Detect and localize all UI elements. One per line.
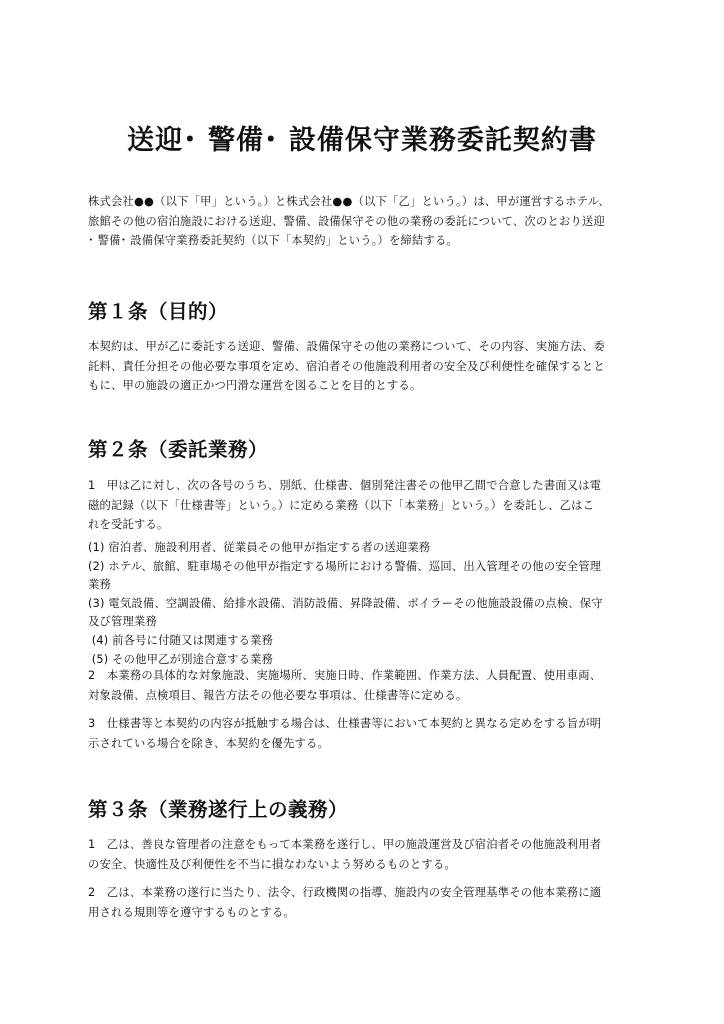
list-item: (3) 電気設備、空調設備、給排水設備、消防設備、昇降設備、ボイラーその他施設設備の点検、保守 及び管理業務	[88, 596, 603, 629]
article-3-paragraph-1: 1 乙は、善良な管理者の注意をもって本業務を遂行し、甲の施設運営及び宿泊者その他施設利用者 の安全、快適性及び利便性を不当に損なわないよう努めるものとする。	[88, 838, 602, 871]
list-item: (4) 前各号に付随又は関連する業務	[88, 633, 274, 647]
document-title: 送迎･ 警備･ 設備保守業務委託契約書	[127, 125, 597, 156]
article-2-item-list	[88, 539, 636, 669]
article-3-heading: 第３条（業務遂行上の義務）	[88, 798, 349, 821]
article-1-heading: 第１条（目的）	[88, 300, 229, 323]
list-item: (2) ホテル、旅館、駐車場その他甲が指定する場所における警備、巡回、出入管理その他の安全管理 業務	[88, 559, 602, 592]
list-item: (5) その他甲乙が別途合意する業務	[88, 652, 274, 666]
article-1-body: 本契約は、甲が乙に委託する送迎、警備、設備保守その他の業務について、その内容、実施方法、委 託料、責任分担その他必要な事項を定め、宿泊者その他施設利用者の安全及び利便性を確保するとと もに、甲の施設の適正かつ円滑な運営を図ることを目的とする。	[88, 340, 605, 392]
article-2-paragraph-3: 3 仕様書等と本契約の内容が抵触する場合は、仕様書等において本契約と異なる定めをする旨が明 示されている場合を除き、本契約を優先する。	[88, 717, 602, 750]
article-2-heading: 第２条（委託業務）	[88, 438, 269, 461]
article-3-paragraph-2: 2 乙は、本業務の遂行に当たり、法令、行政機関の指導、施設内の安全管理基準その他本業務に適 用される規則等を遵守するものとする。	[88, 886, 602, 919]
article-2-paragraph-2: 2 本業務の具体的な対象施設、実施場所、実施日時、作業範囲、作業方法、人員配置、使用車両、 対象設備、点検項目、報告方法その他必要な事項は、仕様書等に定める。	[88, 669, 602, 702]
list-item: (1) 宿泊者、施設利用者、従業員その他甲が指定する者の送迎業務	[88, 541, 431, 554]
article-2-paragraph-1: 1 甲は乙に対し、次の各号のうち、別紙、仕様書、個別発注書その他甲乙間で合意した書面又は電 磁的記録（以下「仕様書等」という。）に定める業務（以下「本業務」という。）を委託し、乙はこ れを受託する。	[88, 479, 602, 531]
preamble-paragraph: 株式会社●●（以下「甲」という。）と株式会社●●（以下「乙」という。）は、甲が運営するホテル、 旅館その他の宿泊施設における送迎、警備、設備保守その他の業務の委託について、次のとおり送迎 ･ 警備･ 設備保守業務委託契約（以下「本契約」という。）を締結する。	[88, 195, 610, 247]
